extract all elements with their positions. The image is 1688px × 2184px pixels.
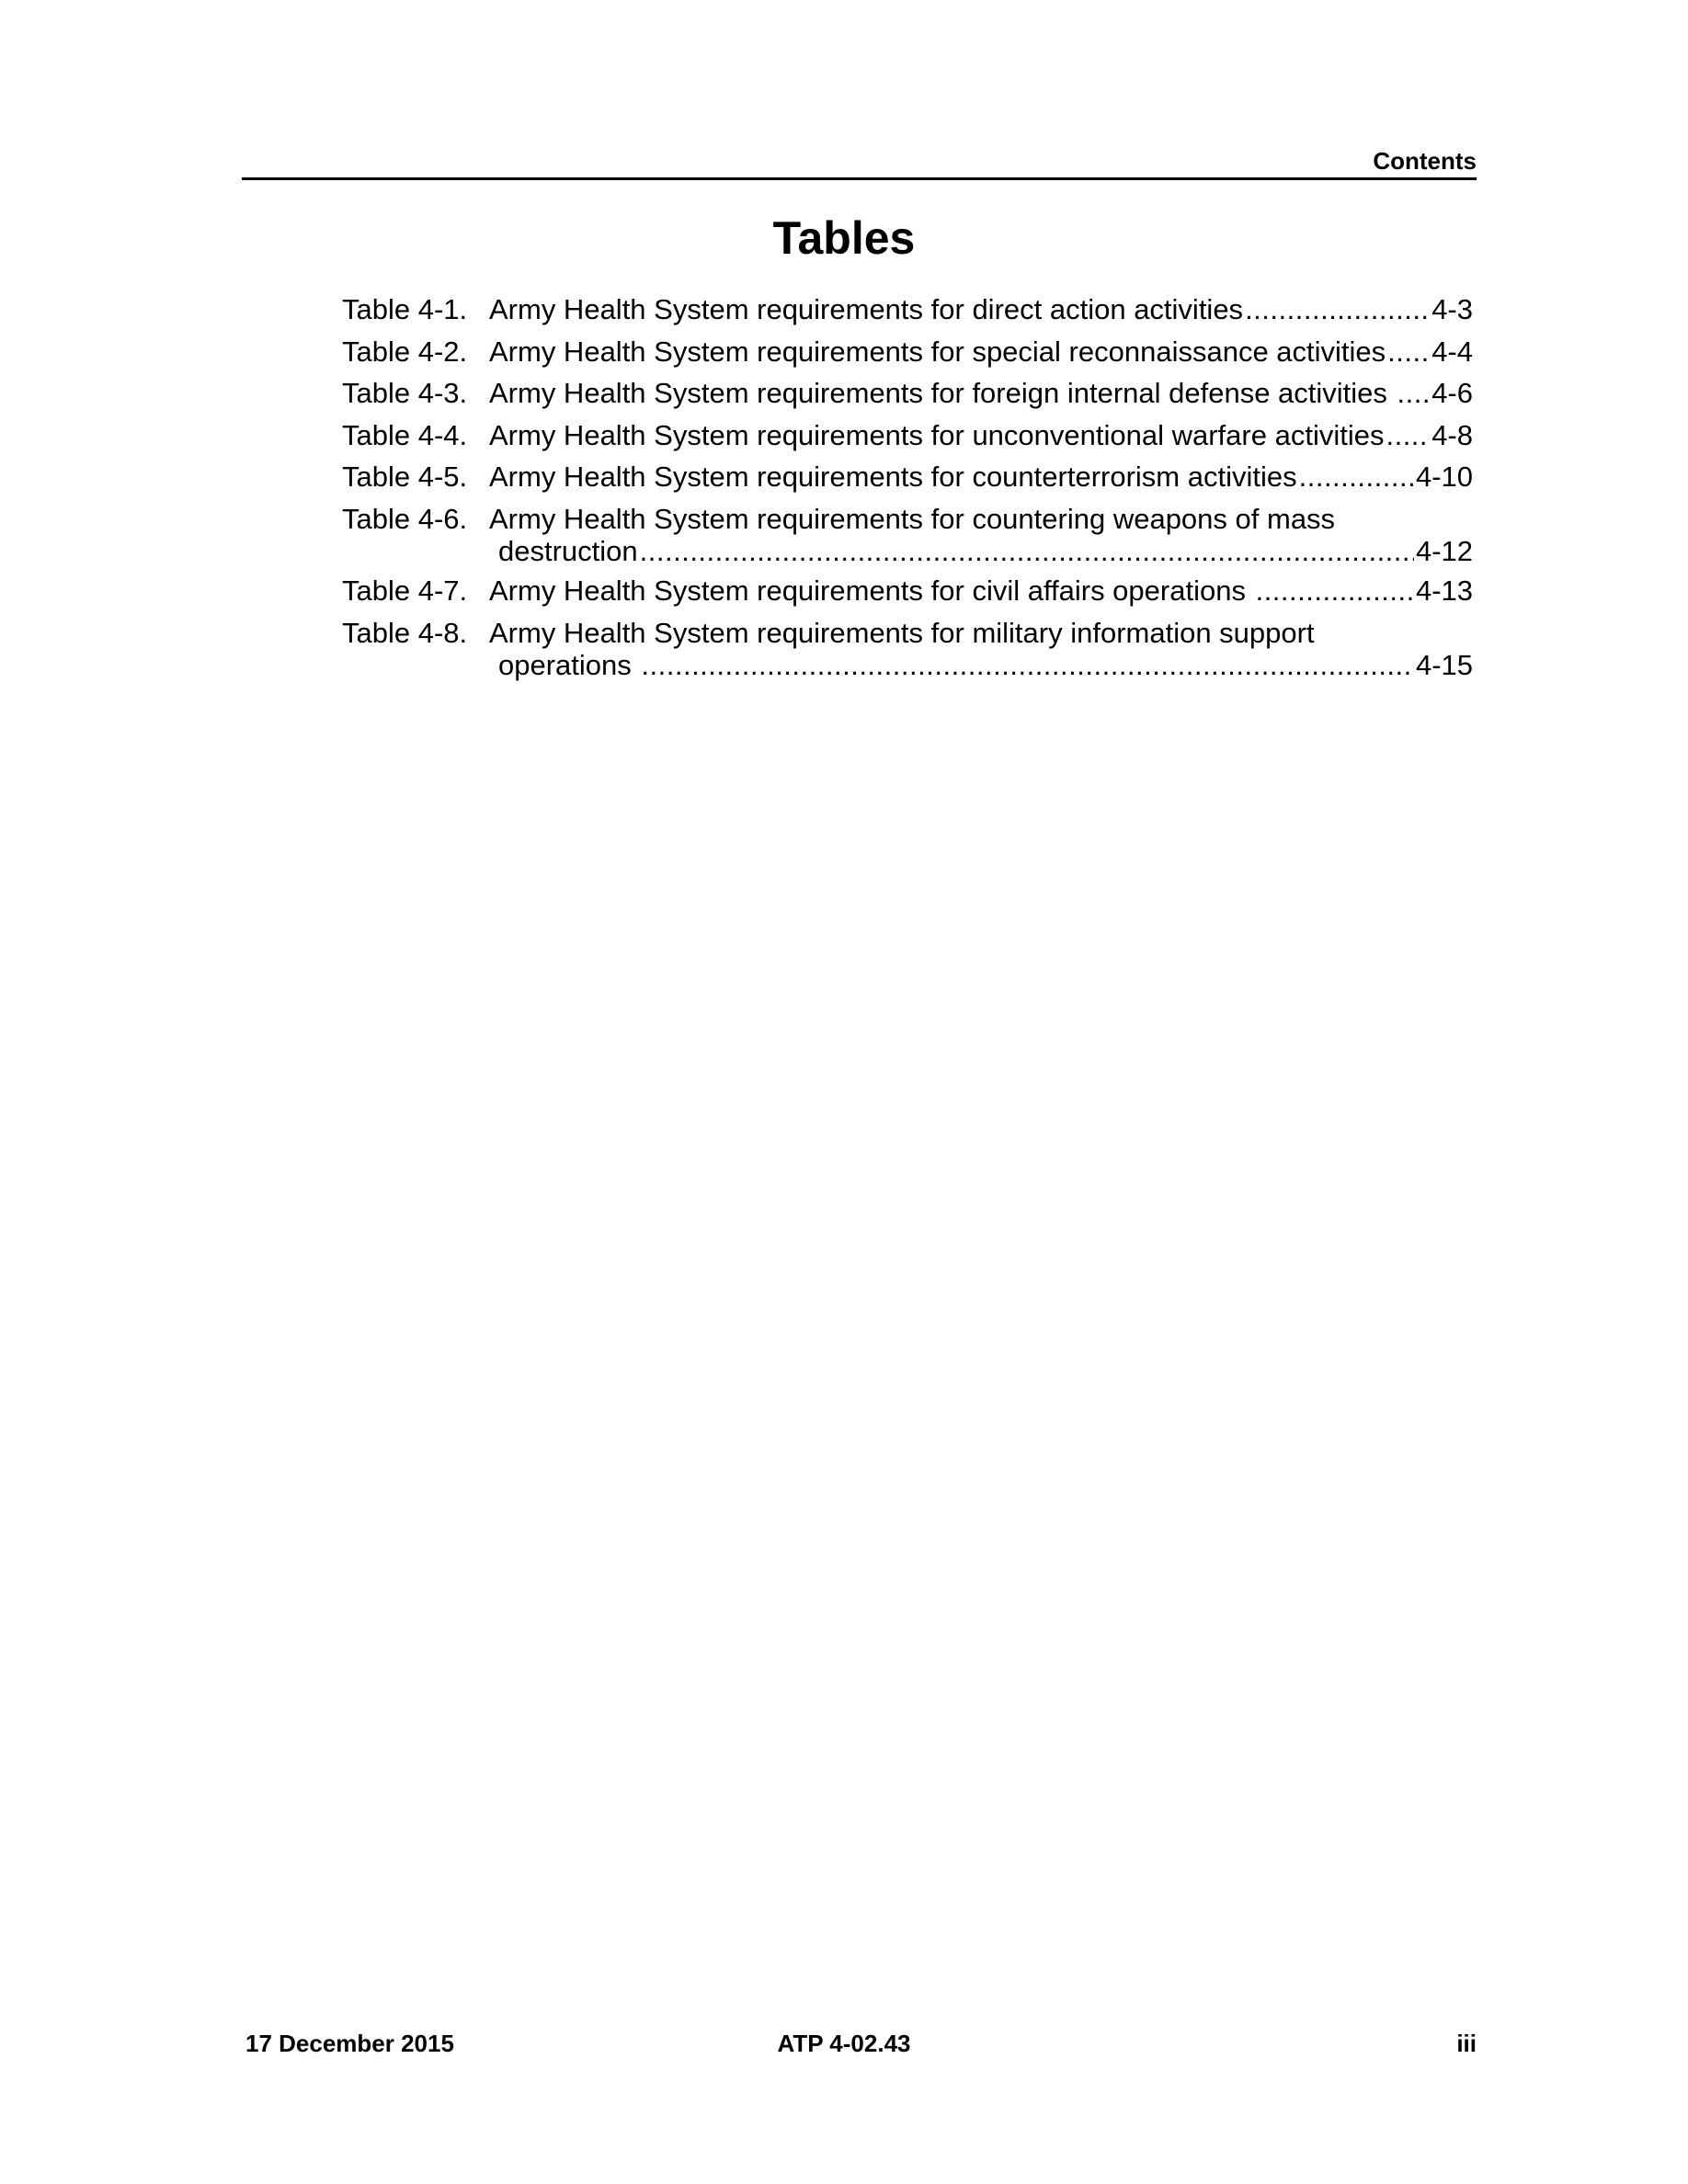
toc-entry-number: Table 4-4.	[342, 418, 468, 451]
toc-entry-number: Table 4-7.	[342, 574, 468, 607]
toc-entry-title: Army Health System requirements for special reconnaissance activities	[489, 335, 1386, 368]
toc-entry-title: Army Health System requirements for unconventional warfare activities	[489, 418, 1385, 451]
toc-entry-title: Army Health System requirements for foreign internal defense activities	[489, 377, 1396, 409]
toc-entry-title: Army Health System requirements for military information support	[489, 616, 1315, 649]
toc-entry-number: Table 4-8.	[342, 616, 468, 649]
tables-list	[342, 292, 1473, 688]
toc-entry-table-4-4[interactable]	[342, 418, 1473, 452]
dot-leader	[1299, 460, 1414, 494]
toc-entry-title-continued: operations	[498, 648, 640, 681]
toc-entry-page: 4-4	[1431, 335, 1473, 368]
toc-entry-number: Table 4-1.	[342, 293, 468, 325]
dot-leader	[1256, 574, 1414, 608]
dot-leader	[1397, 376, 1431, 410]
toc-entry-table-4-7[interactable]	[342, 574, 1473, 608]
toc-entry-title-continued: destruction	[498, 534, 638, 567]
toc-entry-number: Table 4-2.	[342, 335, 468, 368]
toc-entry-page: 4-15	[1415, 648, 1473, 681]
toc-entry-table-4-1[interactable]	[342, 292, 1473, 326]
toc-entry-number: Table 4-3.	[342, 377, 468, 409]
page-title: Tables	[772, 212, 916, 264]
toc-entry-table-4-6[interactable]	[342, 502, 1473, 566]
footer-page-number: iii	[1456, 2030, 1477, 2057]
toc-entry-title: Army Health System requirements for civil affairs operations	[489, 574, 1254, 607]
toc-entry-page: 4-13	[1415, 574, 1473, 607]
toc-entry-table-4-2[interactable]	[342, 335, 1473, 369]
toc-entry-number: Table 4-5.	[342, 461, 468, 493]
toc-entry-page: 4-10	[1415, 461, 1473, 493]
header-rule	[242, 177, 1477, 180]
toc-entry-table-4-5[interactable]	[342, 460, 1473, 494]
dot-leader	[1387, 335, 1430, 369]
toc-entry-number: Table 4-6.	[342, 502, 468, 535]
toc-entry-table-4-8[interactable]	[342, 616, 1473, 680]
dot-leader	[641, 650, 1414, 680]
toc-entry-page: 4-3	[1431, 293, 1473, 325]
dot-leader	[640, 536, 1414, 566]
toc-entry-page: 4-6	[1431, 377, 1473, 409]
dot-leader	[1245, 292, 1430, 326]
dot-leader	[1386, 418, 1430, 452]
footer-date: 17 December 2015	[245, 2030, 454, 2057]
toc-entry-title: Army Health System requirements for counterterrorism activities	[489, 461, 1297, 493]
running-header: Contents	[1373, 147, 1477, 175]
toc-entry-page: 4-12	[1415, 534, 1473, 567]
toc-entry-title: Army Health System requirements for countering weapons of mass	[489, 502, 1336, 535]
toc-entry-table-4-3[interactable]	[342, 376, 1473, 410]
toc-entry-title: Army Health System requirements for direct action activities	[489, 293, 1244, 325]
toc-entry-page: 4-8	[1431, 418, 1473, 451]
footer-document-number: ATP 4-02.43	[777, 2030, 911, 2057]
